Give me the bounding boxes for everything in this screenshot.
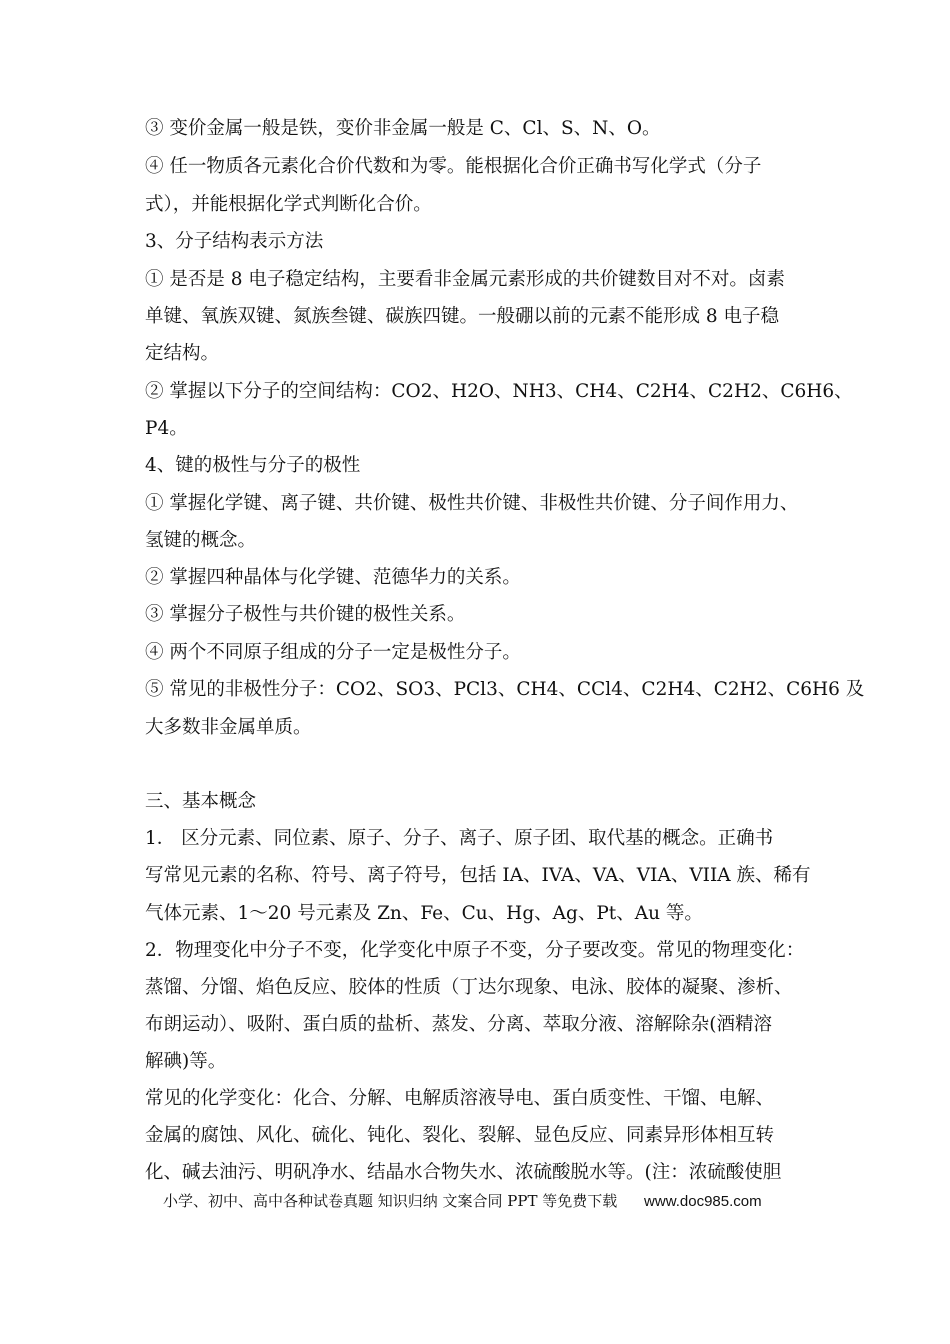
text-line: ③ 掌握分子极性与共价键的极性关系。 — [145, 604, 466, 625]
text-line: 2．物理变化中分子不变，化学变化中原子不变，分子要改变。常见的物理变化： — [145, 940, 805, 961]
text-line: ④ 两个不同原子组成的分子一定是极性分子。 — [145, 642, 521, 663]
text-line: 化、碱去油污、明矾净水、结晶水合物失水、浓硫酸脱水等。(注：浓硫酸使胆 — [145, 1162, 782, 1183]
text-line: 1． 区分元素、同位素、原子、分子、离子、原子团、取代基的概念。正确书 — [145, 828, 774, 849]
text-line: 写常见元素的名称、符号、离子符号，包括 IA、IVA、VA、VIA、VIIA 族、稀有 — [145, 865, 811, 886]
text-line: 解碘)等。 — [145, 1051, 227, 1072]
footer-url[interactable]: www.doc985.com — [644, 1193, 762, 1210]
text-line: 氢键的概念。 — [145, 530, 257, 551]
text-line: ② 掌握四种晶体与化学键、范德华力的关系。 — [145, 567, 521, 588]
text-line: ① 是否是 8 电子稳定结构，主要看非金属元素形成的共价键数目对不对。卤素 — [145, 269, 785, 290]
text-line: ② 掌握以下分子的空间结构：CO2、H2O、NH3、CH4、C2H4、C2H2、C6H6、 — [145, 381, 853, 402]
text-line: 常见的化学变化：化合、分解、电解质溶液导电、蛋白质变性、干馏、电解、 — [145, 1088, 775, 1109]
footer-text: 小学、初中、高中各种试卷真题 知识归纳 文案合同 PPT 等免费下载 — [163, 1192, 618, 1210]
text-line: 金属的腐蚀、风化、硫化、钝化、裂化、裂解、显色反应、同素异形体相互转 — [145, 1125, 775, 1146]
text-line: ④ 任一物质各元素化合价代数和为零。能根据化合价正确书写化学式（分子 — [145, 156, 762, 177]
text-line: 大多数非金属单质。 — [145, 717, 312, 738]
text-line: ⑤ 常见的非极性分子：CO2、SO3、PCl3、CH4、CCl4、C2H4、C2H2、C6H6 及 — [145, 679, 865, 700]
section-heading: 3、分子结构表示方法 — [145, 231, 324, 252]
text-line: ① 掌握化学键、离子键、共价键、极性共价键、非极性共价键、分子间作用力、 — [145, 493, 799, 514]
chapter-heading: 三、基本概念 — [145, 791, 257, 812]
text-line: P4。 — [145, 418, 188, 439]
text-line: 单键、氧族双键、氮族叁键、碳族四键。一般硼以前的元素不能形成 8 电子稳 — [145, 306, 780, 327]
text-line: 式），并能根据化学式判断化合价。 — [145, 194, 432, 215]
text-line: 气体元素、1～20 号元素及 Zn、Fe、Cu、Hg、Ag、Pt、Au 等。 — [145, 903, 703, 924]
section-heading: 4、键的极性与分子的极性 — [145, 455, 361, 476]
page-footer — [163, 1190, 762, 1213]
text-line: 布朗运动）、吸附、蛋白质的盐析、蒸发、分离、萃取分液、溶解除杂(酒精溶 — [145, 1014, 772, 1035]
text-line: ③ 变价金属一般是铁，变价非金属一般是 C、Cl、S、N、O。 — [145, 118, 661, 139]
text-line: 定结构。 — [145, 343, 220, 364]
text-line: 蒸馏、分馏、焰色反应、胶体的性质（丁达尔现象、电泳、胶体的凝聚、渗析、 — [145, 977, 793, 998]
